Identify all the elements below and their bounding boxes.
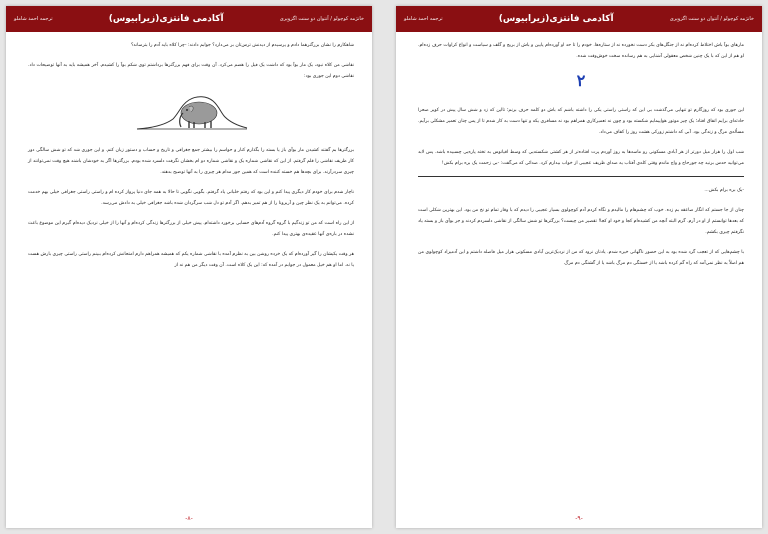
paragraph: ناچار شدم برای خودم کار دیگری پیدا کنم و این بود که رفتم خلبانی یاد گرفتم. بگویی نگویی تا حالا به همه جای دنیا پرواز کرده ام و راستی راستی جغرافی خیلی بهم خدمت کرده. می‌توانم به یک نظر چین و آریزونا را از هم تمیز بدهم. اگر آدم تو دل شب سرگردان شده باشد جغرافی خیلی به دادش می‌رسد. [28,190,354,206]
header-title: آکادمی فانتزی(زیرابیوس) [108,14,224,24]
right-page [396,6,762,528]
page-number: -۸- [185,515,193,522]
page-number: -۹- [575,515,583,522]
right-page-header [396,6,762,32]
header-book-author: خانژمه کوچولو / آنتوان دو سنت اگزوپری [669,16,754,22]
left-page [6,6,372,528]
right-page-body [418,40,744,502]
boa-elephant-drawing [28,91,354,135]
paragraph: با چشم‌هایی که از تعجب گرد شده بود به این حضور ناگهانی خیره شدم. یادتان نرود که من از نزدیک‌ترین آبادی مسکونی هزار میل فاصله داشتم و این آدمیزاد کوچولوی من هم اصلاً به نظر نمی‌آمد که راه گم کرده باشد یا از خستگی دم مرگ باشد یا از گشنگی دم مرگ [418,250,744,266]
chapter-number: ۲ [576,71,586,90]
paragraph: بزرگترها بم گفتند کشیدن مار بوآی باز یا بسته را بگذارم کنار و حواسم را بیشتر جمع جغرافی و تاریخ و حساب و دستور زبان کنم. و این جوری شد که تو شش سالگی دور کار ظریف نقاشی را قلم گرفتم. از این که نقاشی شماره یک و نقاشی شماره دو ام بخشان نگرفت دلسرد شده بودم. بزرگترها اگر به خودشان باشند هیچ وقت نمی‌توانند از چیزی سردرآرند. برای بچه‌ها هم خسته کننده است که همین جور مدام هر چیزی را به آنها توضیح بدهند. [28,148,354,175]
header-book-author: خانژمه کوچولو / آنتوان دو سنت اگزوپری [279,16,364,22]
dialogue-rule [418,176,744,177]
header-translator: ترجمه احمد شاملو [404,16,443,22]
paragraph: شب اول را هزار میل دورتر از هر آبادی مسکونی رو ماسه‌ها به روز آوردم پرت افتاده‌تر از هر کشتی شکسته‌یی که وسط اقیانوس به تخته پاره‌یی چسبیده باشد. پس لابد می‌توانید حدس بزنید چه جورحاج و واج ماندم وقتی کله‌ی آفتاب یه صدای ظریف عجیبی از خواب بیدارم کرد. صدائی که می‌گفت: -بی زحمت یک بره برام بکش! [418,150,744,166]
paragraph: از این راه است که من تو زندگیم با گروه گروه آدم‌های حسابی برخورد داشته‌ام. پیش خیلی از بزرگترها زندگی کرده‌ام و آنها را از خیلی نزدیک دیده‌ام گیرم این موضوع باعث نشده در باره‌ی آنها عقیده‌ی بهتری پیدا کنم. [28,221,354,237]
left-page-header [6,6,372,32]
paragraph: شاهکارم را نشان بزرگترهما دادم و پرسیدم از دیدنش ترس‌تان بر می‌دارد؟ جوابم دادند: -چرا کلاه باید آدم را بترساند؟ [130,43,354,48]
paragraph: مارهای بوآ باش اختلاط کرده‌ام نه از جنگل‌های بکر دست نخورده نه از ستاره‌ها. خودم را تا حد او آورده‌ام پایین و باش از بریج و گلف و سیاست و انواع کراوات حرف زده‌ام. او هم از این که با یک چنین شخص معقولی آشنایی به هم رسانده سخت خوش‌وقت شده. [418,43,744,59]
paragraph: هر وقت یکیشان را گیر آورده‌ام که یک خرده روشن بین به نظرم آمده با نقاشی شماره یکم که همیشه همراهم دارم امتحانش کرده‌ام ببینم راستی راستی چیزی بارش هست یا نه. اما او هم خیل معمول در جوابم در آمده که: این یک کلاه است. آن وقت دیگر من هم نه از [28,252,354,268]
paragraph: چنان از جا جستم که انگار صاعقه بم زده. خوب که چشم‌هام را مالیدم و نگاه کردم آدم کوچولوی بسیار عجیبی را دیدم که با وقار تمام تو نخ من بود. این بهترین شکلی است که بعدها توانستم از او در آرم. گرم البته آنچه من کشیده‌ام کجا و خود او کجا! تقصیر من چیست؟ بزرگترها تو شش سالگی از نقاشی دلسردم کردند و جز بوآی باز و بسته یاد نگرفتم چیزی بکشم. [418,208,744,235]
paragraph: این جوری بود که روزگارم تو تنهایی می‌گذشت بی این که راستی راستی یکی را داشته باشم که باش دو کلمه حرف بزنم؛ تااین که زد و شش سال پیش در کویر صحرا حادثه‌ای برایم اتفاق افتاد؛ یک چیز موتور هواپیمایم شکسته بود و چون نه تعمیرکاری همراهم بود نه مسافری یکه و تنها دست به کار شدم تا از پس چنان تعمیر مشکلی برآیم. مسأله‌ی مرگ و زندگی بود. آبی که داشتم زورکی هشت روز را کفاف می‌داد. [418,108,744,135]
header-translator: ترجمه احمد شاملو [14,16,53,22]
dialogue-line: -یک بره برام بکش... [704,188,744,193]
left-page-body [28,40,354,502]
header-title: آکادمی فانتزی(زیرابیوس) [498,14,614,24]
paragraph: نقاشی من کلاه نبود، یک مار بوآ بود که داشت یک فیل را هضم می‌کرد. آن وقت برای فهم بزرگترها برداشتم توی شکم بوآ را کشیدم. آخر همیشه باید به آنها توضیحات داد. نقاشی دوم این جوری بود: [28,63,354,79]
